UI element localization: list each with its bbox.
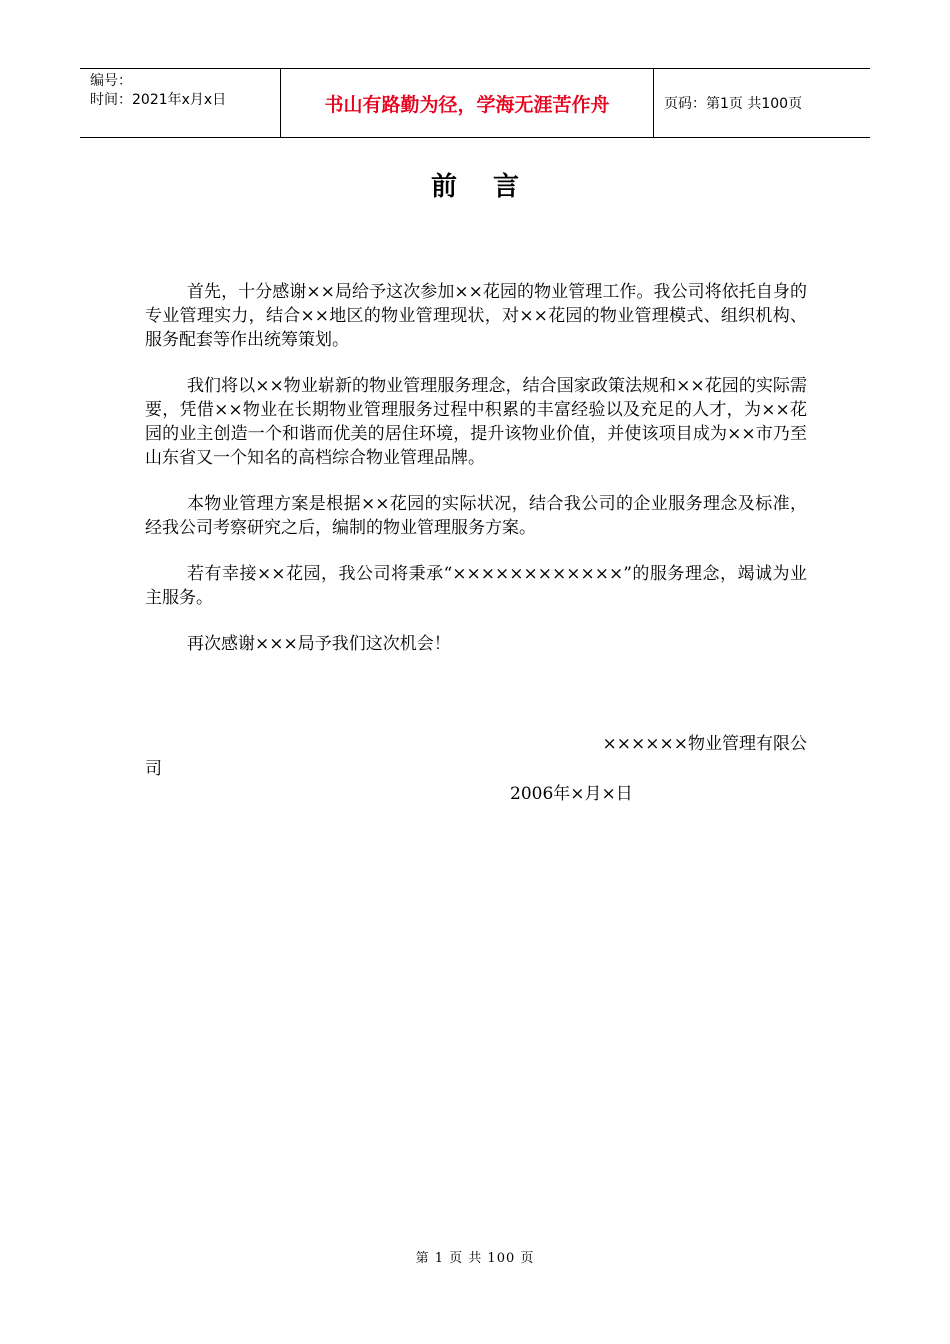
page-footer: 第 1 页 共 100 页 xyxy=(415,1251,535,1266)
page-title: 前言 xyxy=(430,172,555,202)
header-meta xyxy=(80,69,281,137)
header-page-info: 页码：第1页 共100页 xyxy=(664,96,803,112)
paragraph-5: 再次感谢×××局予我们这次机会！ xyxy=(187,634,451,654)
paragraph-4: 若有幸接××花园，我公司将秉承“××××××××××××”的服务理念，竭诚为业主服务。 xyxy=(145,564,807,608)
paragraph-3: 本物业管理方案是根据××花园的实际状况，结合我公司的企业服务理念及标准，经我公司考察研究之后，编制的物业管理服务方案。 xyxy=(145,494,807,538)
signature-company xyxy=(145,732,807,782)
header-table xyxy=(80,68,870,138)
signature-company-line2: 司 xyxy=(145,759,162,779)
header-motto: 书山有路勤为径，学海无涯苦作舟 xyxy=(281,69,654,137)
paragraph-1: 首先，十分感谢××局给予这次参加××花园的物业管理工作。我公司将依托自身的专业管理实力，结合××地区的物业管理现状，对××花园的物业管理模式、组织机构、服务配套等作出统筹策划。 xyxy=(145,282,807,350)
preface-body xyxy=(145,280,807,678)
signature-company-line1: ××××××物业管理有限公 xyxy=(602,734,807,754)
header-number-label: 编号： xyxy=(90,73,132,89)
signature-date: 2006年×月×日 xyxy=(510,784,633,804)
paragraph-2: 我们将以××物业崭新的物业管理服务理念，结合国家政策法规和××花园的实际需要，凭借××物业在长期物业管理服务过程中积累的丰富经验以及充足的人才，为××花园的业主创造一个和谐而优美的居住环境，提升该物业价值，并使该项目成为××市乃至山东省又一个知名的高档综合物业管理品牌。 xyxy=(145,376,807,468)
header-time-label: 时间：2021年x月x日 xyxy=(90,92,227,108)
